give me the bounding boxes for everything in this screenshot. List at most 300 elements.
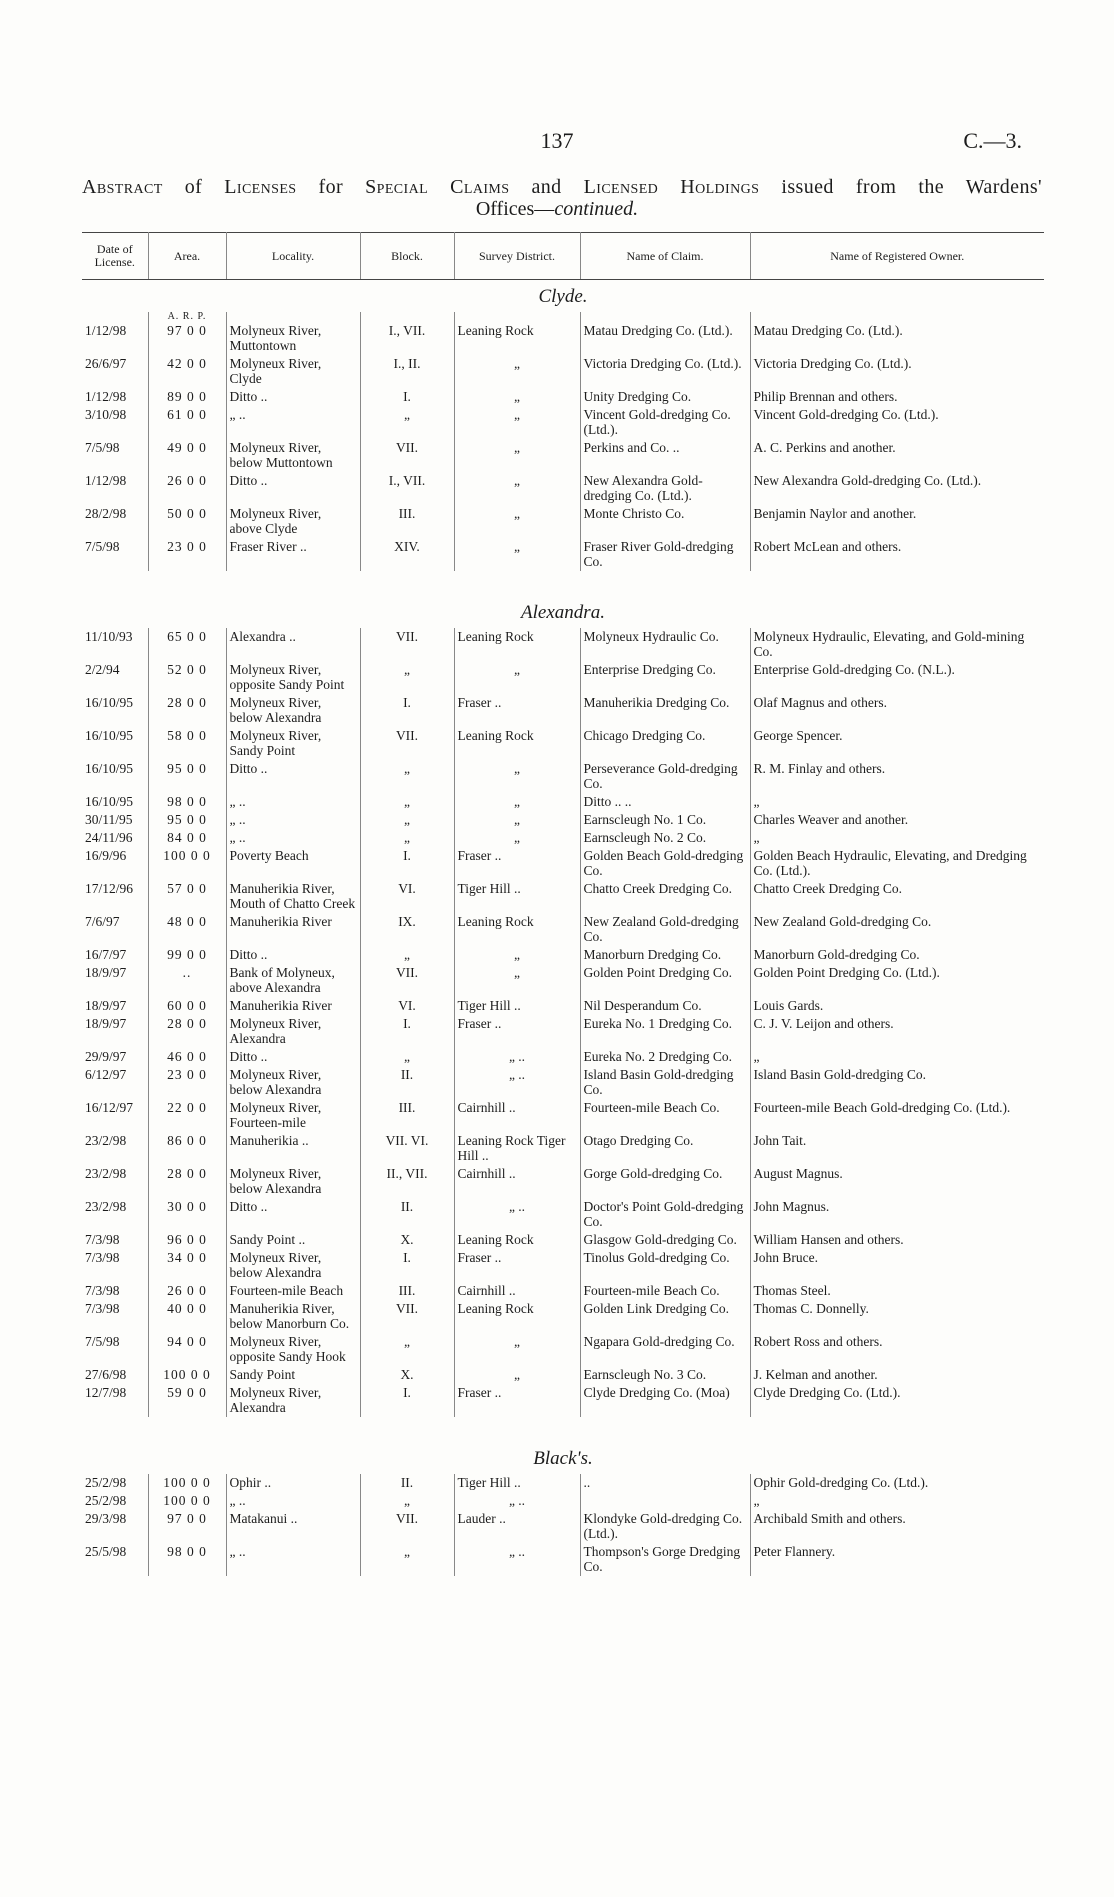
cell-date: 28/2/98 bbox=[82, 505, 148, 538]
cell-claim: Otago Dredging Co. bbox=[580, 1132, 750, 1165]
cell-owner: Thomas Steel. bbox=[753, 1283, 831, 1298]
cell-claim: Enterprise Dredging Co. bbox=[580, 661, 750, 694]
cell-area: 65 0 0 bbox=[148, 628, 226, 661]
cell-district: „ bbox=[454, 760, 580, 793]
cell-district: „ .. bbox=[454, 1492, 580, 1510]
cell-district: Tiger Hill .. bbox=[454, 997, 580, 1015]
cell-locality: Molyneux River, above Clyde bbox=[226, 505, 360, 538]
area-units: A. R. P. bbox=[148, 312, 226, 322]
table-row bbox=[82, 1015, 1044, 1048]
cell-claim: Matau Dredging Co. (Ltd.). bbox=[580, 322, 750, 355]
cell-block: IX. bbox=[360, 913, 454, 946]
cell-district: „ bbox=[454, 946, 580, 964]
cell-owner: „ bbox=[753, 830, 760, 845]
header-owner: Name of Registered Owner. bbox=[750, 233, 1044, 280]
cell-locality: Manuherikia River, below Manorburn Co. bbox=[226, 1300, 360, 1333]
cell-district: „ bbox=[454, 811, 580, 829]
cell-claim: Klondyke Gold-dredging Co. (Ltd.). bbox=[580, 1510, 750, 1543]
cell-locality: „ .. bbox=[226, 829, 360, 847]
cell-area: 86 0 0 bbox=[148, 1132, 226, 1165]
header-claim: Name of Claim. bbox=[580, 233, 750, 280]
title-word: issued bbox=[781, 176, 834, 198]
cell-owner: Robert McLean and others. bbox=[753, 539, 902, 554]
cell-owner: August Magnus. bbox=[753, 1166, 843, 1181]
cell-district: Fraser .. bbox=[454, 1015, 580, 1048]
table-row bbox=[82, 1132, 1044, 1165]
area-units-blank bbox=[82, 312, 148, 322]
cell-area: 46 0 0 bbox=[148, 1048, 226, 1066]
cell-date: 7/3/98 bbox=[82, 1231, 148, 1249]
cell-district: „ bbox=[454, 505, 580, 538]
cell-locality: „ .. bbox=[226, 406, 360, 439]
cell-block: II. bbox=[360, 1474, 454, 1492]
title-word: Abstract bbox=[82, 176, 163, 198]
cell-date: 6/12/97 bbox=[82, 1066, 148, 1099]
cell-claim: Eureka No. 2 Dredging Co. bbox=[580, 1048, 750, 1066]
table-row bbox=[82, 1300, 1044, 1333]
table-row bbox=[82, 1510, 1044, 1543]
abstract-title bbox=[82, 176, 1042, 198]
table-row bbox=[82, 847, 1044, 880]
cell-owner: John Tait. bbox=[753, 1133, 807, 1148]
spacer-cell bbox=[82, 571, 1044, 596]
cell-locality: Sandy Point bbox=[226, 1366, 360, 1384]
cell-claim: Unity Dredging Co. bbox=[580, 388, 750, 406]
cell-area: 23 0 0 bbox=[148, 538, 226, 571]
cell-owner: „ bbox=[753, 1049, 760, 1064]
title-word: Holdings bbox=[680, 176, 760, 198]
cell-owner: R. M. Finlay and others. bbox=[753, 761, 886, 776]
cell-owner: Chatto Creek Dredging Co. bbox=[753, 881, 902, 896]
cell-owner: Archibald Smith and others. bbox=[753, 1511, 906, 1526]
cell-owner: A. C. Perkins and another. bbox=[753, 440, 896, 455]
cell-date: 7/5/98 bbox=[82, 538, 148, 571]
cell-block: VII. bbox=[360, 1510, 454, 1543]
cell-owner: Vincent Gold-dredging Co. (Ltd.). bbox=[753, 407, 939, 422]
cell-locality: Molyneux River, below Alexandra bbox=[226, 694, 360, 727]
table-row bbox=[82, 439, 1044, 472]
header-area: Area. bbox=[148, 233, 226, 280]
cell-claim: Island Basin Gold-dredging Co. bbox=[580, 1066, 750, 1099]
cell-date: 23/2/98 bbox=[82, 1132, 148, 1165]
cell-claim: Manuherikia Dredging Co. bbox=[580, 694, 750, 727]
cell-district: „ bbox=[454, 355, 580, 388]
section-heading-row bbox=[82, 280, 1044, 313]
cell-claim: Perkins and Co. .. bbox=[580, 439, 750, 472]
cell-area: 22 0 0 bbox=[148, 1099, 226, 1132]
cell-locality: Molyneux River, Alexandra bbox=[226, 1015, 360, 1048]
cell-date: 16/9/96 bbox=[82, 847, 148, 880]
cell-date: 7/5/98 bbox=[82, 1333, 148, 1366]
subtitle-continued: continued. bbox=[554, 198, 639, 220]
cell-locality: Molyneux River, below Alexandra bbox=[226, 1249, 360, 1282]
header-block: Block. bbox=[360, 233, 454, 280]
cell-block: „ bbox=[360, 1048, 454, 1066]
cell-owner: Enterprise Gold-dredging Co. (N.L.). bbox=[753, 662, 955, 677]
cell-date: 1/12/98 bbox=[82, 322, 148, 355]
cell-owner: Matau Dredging Co. (Ltd.). bbox=[753, 323, 903, 338]
table-row bbox=[82, 1333, 1044, 1366]
section-heading: Clyde. bbox=[538, 286, 588, 307]
cell-owner: „ bbox=[753, 794, 760, 809]
area-units-blank bbox=[750, 312, 1044, 322]
cell-owner: George Spencer. bbox=[753, 728, 843, 743]
cell-locality: Alexandra .. bbox=[226, 628, 360, 661]
cell-area: 52 0 0 bbox=[148, 661, 226, 694]
cell-block: „ bbox=[360, 946, 454, 964]
cell-owner: Molyneux Hydraulic, Elevating, and Gold-mining Co. bbox=[753, 629, 1025, 659]
cell-area: 96 0 0 bbox=[148, 1231, 226, 1249]
table-row bbox=[82, 1066, 1044, 1099]
table-row bbox=[82, 1282, 1044, 1300]
table-row bbox=[82, 913, 1044, 946]
cell-area: 48 0 0 bbox=[148, 913, 226, 946]
table-row bbox=[82, 1249, 1044, 1282]
cell-owner: William Hansen and others. bbox=[753, 1232, 904, 1247]
page-number: 137 bbox=[540, 128, 574, 153]
cell-locality: Ditto .. bbox=[226, 1048, 360, 1066]
cell-area: 34 0 0 bbox=[148, 1249, 226, 1282]
subtitle-text: Offices— bbox=[475, 198, 555, 220]
cell-locality: Molyneux River, below Alexandra bbox=[226, 1066, 360, 1099]
cell-owner: Thomas C. Donnelly. bbox=[753, 1301, 869, 1316]
cell-date: 18/9/97 bbox=[82, 964, 148, 997]
cell-claim: Glasgow Gold-dredging Co. bbox=[580, 1231, 750, 1249]
title-word: of bbox=[184, 176, 203, 198]
cell-date: 29/3/98 bbox=[82, 1510, 148, 1543]
section-spacer bbox=[82, 1417, 1044, 1442]
cell-claim: New Alexandra Gold-dredging Co. (Ltd.). bbox=[580, 472, 750, 505]
cell-block: I., II. bbox=[360, 355, 454, 388]
cell-area: 40 0 0 bbox=[148, 1300, 226, 1333]
section-spacer bbox=[82, 571, 1044, 596]
cell-locality: „ .. bbox=[226, 793, 360, 811]
cell-date: 17/12/96 bbox=[82, 880, 148, 913]
cell-locality: Ditto .. bbox=[226, 760, 360, 793]
cell-district: „ .. bbox=[454, 1066, 580, 1099]
table-row bbox=[82, 811, 1044, 829]
table-row bbox=[82, 1048, 1044, 1066]
cell-block: „ bbox=[360, 811, 454, 829]
cell-claim: Fraser River Gold-dredging Co. bbox=[580, 538, 750, 571]
table-row bbox=[82, 628, 1044, 661]
cell-owner: Louis Gards. bbox=[753, 998, 824, 1013]
cell-area: .. bbox=[148, 964, 226, 997]
cell-district: Leaning Rock bbox=[454, 727, 580, 760]
cell-area: 100 0 0 bbox=[148, 1492, 226, 1510]
cell-owner: Golden Point Dredging Co. (Ltd.). bbox=[753, 965, 940, 980]
cell-date: 25/5/98 bbox=[82, 1543, 148, 1576]
cell-claim: New Zealand Gold-dredging Co. bbox=[580, 913, 750, 946]
table-row bbox=[82, 760, 1044, 793]
cell-locality: Poverty Beach bbox=[226, 847, 360, 880]
cell-district: „ bbox=[454, 661, 580, 694]
cell-block: VI. bbox=[360, 997, 454, 1015]
cell-date: 18/9/97 bbox=[82, 997, 148, 1015]
cell-locality: „ .. bbox=[226, 811, 360, 829]
title-word: and bbox=[531, 176, 562, 198]
cell-block: VII. bbox=[360, 727, 454, 760]
cell-area: 100 0 0 bbox=[148, 1474, 226, 1492]
cell-area: 49 0 0 bbox=[148, 439, 226, 472]
cell-block: XIV. bbox=[360, 538, 454, 571]
cell-block: I. bbox=[360, 1249, 454, 1282]
cell-block: „ bbox=[360, 829, 454, 847]
cell-claim: Victoria Dredging Co. (Ltd.). bbox=[580, 355, 750, 388]
cell-claim: Clyde Dredging Co. (Moa) bbox=[580, 1384, 750, 1417]
cell-block: „ bbox=[360, 661, 454, 694]
area-units-blank bbox=[226, 312, 360, 322]
cell-claim: Molyneux Hydraulic Co. bbox=[580, 628, 750, 661]
cell-owner: Peter Flannery. bbox=[753, 1544, 836, 1559]
cell-area: 98 0 0 bbox=[148, 793, 226, 811]
cell-locality: Molyneux River, Sandy Point bbox=[226, 727, 360, 760]
cell-block: I. bbox=[360, 388, 454, 406]
title-word: for bbox=[318, 176, 344, 198]
cell-district: Leaning Rock bbox=[454, 628, 580, 661]
cell-locality: Manuherikia River bbox=[226, 913, 360, 946]
cell-block: VII. bbox=[360, 1300, 454, 1333]
cell-owner: Victoria Dredging Co. (Ltd.). bbox=[753, 356, 912, 371]
table-row bbox=[82, 1384, 1044, 1417]
cell-block: VII. bbox=[360, 628, 454, 661]
cell-locality: Molyneux River, Clyde bbox=[226, 355, 360, 388]
cell-claim: Doctor's Point Gold-dredging Co. bbox=[580, 1198, 750, 1231]
cell-date: 26/6/97 bbox=[82, 355, 148, 388]
cell-area: 95 0 0 bbox=[148, 811, 226, 829]
table-row bbox=[82, 388, 1044, 406]
cell-locality: Molyneux River, below Alexandra bbox=[226, 1165, 360, 1198]
cell-area: 94 0 0 bbox=[148, 1333, 226, 1366]
title-word: the bbox=[918, 176, 945, 198]
cell-claim: Golden Link Dredging Co. bbox=[580, 1300, 750, 1333]
cell-block: VII. VI. bbox=[360, 1132, 454, 1165]
table-row bbox=[82, 472, 1044, 505]
table-row bbox=[82, 1099, 1044, 1132]
cell-claim bbox=[580, 1492, 750, 1510]
cell-block: I. bbox=[360, 1015, 454, 1048]
title-word: Special bbox=[365, 176, 429, 198]
cell-owner: John Bruce. bbox=[753, 1250, 818, 1265]
cell-block: VI. bbox=[360, 880, 454, 913]
cell-owner: New Zealand Gold-dredging Co. bbox=[753, 914, 932, 929]
cell-date: 30/11/95 bbox=[82, 811, 148, 829]
table-row bbox=[82, 1198, 1044, 1231]
cell-area: 26 0 0 bbox=[148, 1282, 226, 1300]
area-units-blank bbox=[360, 312, 454, 322]
cell-block: „ bbox=[360, 793, 454, 811]
cell-area: 42 0 0 bbox=[148, 355, 226, 388]
cell-block: I., VII. bbox=[360, 472, 454, 505]
cell-district: „ bbox=[454, 538, 580, 571]
spacer-cell bbox=[82, 1417, 1044, 1442]
cell-date: 1/12/98 bbox=[82, 472, 148, 505]
cell-claim: Thompson's Gorge Dredging Co. bbox=[580, 1543, 750, 1576]
cell-owner: J. Kelman and another. bbox=[753, 1367, 878, 1382]
cell-claim: Earnscleugh No. 3 Co. bbox=[580, 1366, 750, 1384]
cell-locality: Molyneux River, Alexandra bbox=[226, 1384, 360, 1417]
cell-district: Leaning Rock Tiger Hill .. bbox=[454, 1132, 580, 1165]
licenses-table bbox=[82, 232, 1044, 1576]
cell-area: 50 0 0 bbox=[148, 505, 226, 538]
cell-date: 24/11/96 bbox=[82, 829, 148, 847]
cell-district: „ bbox=[454, 406, 580, 439]
title-word: Licenses bbox=[224, 176, 297, 198]
cell-date: 7/5/98 bbox=[82, 439, 148, 472]
table-row bbox=[82, 355, 1044, 388]
cell-block: III. bbox=[360, 1099, 454, 1132]
cell-date: 16/7/97 bbox=[82, 946, 148, 964]
area-units-blank bbox=[454, 312, 580, 322]
header-locality: Locality. bbox=[226, 233, 360, 280]
page-reference: C.—3. bbox=[963, 128, 1022, 153]
cell-claim: Tinolus Gold-dredging Co. bbox=[580, 1249, 750, 1282]
cell-owner: Island Basin Gold-dredging Co. bbox=[753, 1067, 926, 1082]
cell-claim: Golden Beach Gold-dredging Co. bbox=[580, 847, 750, 880]
cell-district: „ .. bbox=[454, 1543, 580, 1576]
cell-district: „ bbox=[454, 388, 580, 406]
cell-claim: Ditto .. .. bbox=[580, 793, 750, 811]
cell-district: „ bbox=[454, 439, 580, 472]
cell-district: „ bbox=[454, 1366, 580, 1384]
cell-block: X. bbox=[360, 1366, 454, 1384]
cell-block: „ bbox=[360, 406, 454, 439]
cell-district: Cairnhill .. bbox=[454, 1165, 580, 1198]
cell-date: 11/10/93 bbox=[82, 628, 148, 661]
cell-locality: Ditto .. bbox=[226, 472, 360, 505]
section-heading-row bbox=[82, 596, 1044, 628]
cell-locality: Ditto .. bbox=[226, 388, 360, 406]
area-units-blank bbox=[580, 312, 750, 322]
cell-claim: Gorge Gold-dredging Co. bbox=[580, 1165, 750, 1198]
cell-block: II. bbox=[360, 1066, 454, 1099]
cell-owner: Clyde Dredging Co. (Ltd.). bbox=[753, 1385, 901, 1400]
header-date: Date of License. bbox=[82, 233, 148, 280]
cell-area: 28 0 0 bbox=[148, 1015, 226, 1048]
cell-claim: Chatto Creek Dredging Co. bbox=[580, 880, 750, 913]
cell-locality: Molyneux River, Fourteen-mile bbox=[226, 1099, 360, 1132]
cell-area: 60 0 0 bbox=[148, 997, 226, 1015]
cell-district: „ bbox=[454, 1333, 580, 1366]
cell-claim: Ngapara Gold-dredging Co. bbox=[580, 1333, 750, 1366]
cell-locality: Ditto .. bbox=[226, 946, 360, 964]
cell-area: 30 0 0 bbox=[148, 1198, 226, 1231]
cell-locality: Ophir .. bbox=[226, 1474, 360, 1492]
cell-area: 89 0 0 bbox=[148, 388, 226, 406]
cell-date: 27/6/98 bbox=[82, 1366, 148, 1384]
table-row bbox=[82, 946, 1044, 964]
cell-district: Leaning Rock bbox=[454, 1231, 580, 1249]
cell-district: Cairnhill .. bbox=[454, 1282, 580, 1300]
table-row bbox=[82, 727, 1044, 760]
cell-block: I., VII. bbox=[360, 322, 454, 355]
table-row bbox=[82, 1474, 1044, 1492]
cell-district: Fraser .. bbox=[454, 847, 580, 880]
cell-area: 84 0 0 bbox=[148, 829, 226, 847]
table-row bbox=[82, 694, 1044, 727]
cell-locality: Molyneux River, Muttontown bbox=[226, 322, 360, 355]
cell-block: I. bbox=[360, 847, 454, 880]
title-word: Licensed bbox=[583, 176, 659, 198]
cell-date: 7/3/98 bbox=[82, 1282, 148, 1300]
cell-date: 2/2/94 bbox=[82, 661, 148, 694]
cell-owner: „ bbox=[753, 1493, 760, 1508]
cell-date: 7/6/97 bbox=[82, 913, 148, 946]
cell-area: 100 0 0 bbox=[148, 847, 226, 880]
cell-district: Fraser .. bbox=[454, 694, 580, 727]
cell-block: X. bbox=[360, 1231, 454, 1249]
cell-locality: Manuherikia River, Mouth of Chatto Creek bbox=[226, 880, 360, 913]
cell-date: 7/3/98 bbox=[82, 1300, 148, 1333]
cell-date: 16/10/95 bbox=[82, 760, 148, 793]
cell-area: 28 0 0 bbox=[148, 1165, 226, 1198]
cell-locality: Matakanui .. bbox=[226, 1510, 360, 1543]
cell-owner: Manorburn Gold-dredging Co. bbox=[753, 947, 920, 962]
cell-owner: Ophir Gold-dredging Co. (Ltd.). bbox=[753, 1475, 929, 1490]
header-row bbox=[82, 233, 1044, 280]
cell-claim: Monte Christo Co. bbox=[580, 505, 750, 538]
cell-locality: Sandy Point .. bbox=[226, 1231, 360, 1249]
cell-district: „ bbox=[454, 964, 580, 997]
cell-owner: Fourteen-mile Beach Gold-dredging Co. (Ltd.). bbox=[753, 1100, 1011, 1115]
cell-district: „ bbox=[454, 829, 580, 847]
cell-date: 16/10/95 bbox=[82, 694, 148, 727]
abstract-subtitle bbox=[0, 198, 1114, 221]
cell-owner: John Magnus. bbox=[753, 1199, 830, 1214]
cell-locality: Molyneux River, opposite Sandy Point bbox=[226, 661, 360, 694]
cell-district: Leaning Rock bbox=[454, 1300, 580, 1333]
cell-area: 97 0 0 bbox=[148, 1510, 226, 1543]
cell-date: 12/7/98 bbox=[82, 1384, 148, 1417]
cell-area: 99 0 0 bbox=[148, 946, 226, 964]
cell-district: „ .. bbox=[454, 1198, 580, 1231]
table-row bbox=[82, 1366, 1044, 1384]
cell-claim: Chicago Dredging Co. bbox=[580, 727, 750, 760]
cell-block: „ bbox=[360, 1333, 454, 1366]
cell-owner: Golden Beach Hydraulic, Elevating, and Dredging Co. (Ltd.). bbox=[753, 848, 1027, 878]
table-row bbox=[82, 406, 1044, 439]
cell-date: 18/9/97 bbox=[82, 1015, 148, 1048]
cell-locality: „ .. bbox=[226, 1492, 360, 1510]
cell-block: „ bbox=[360, 1543, 454, 1576]
cell-locality: Fraser River .. bbox=[226, 538, 360, 571]
cell-date: 23/2/98 bbox=[82, 1165, 148, 1198]
cell-owner: Olaf Magnus and others. bbox=[753, 695, 887, 710]
cell-area: 28 0 0 bbox=[148, 694, 226, 727]
cell-claim: Earnscleugh No. 2 Co. bbox=[580, 829, 750, 847]
table-row bbox=[82, 1492, 1044, 1510]
cell-claim: Vincent Gold-dredging Co. (Ltd.). bbox=[580, 406, 750, 439]
title-word: Wardens' bbox=[965, 176, 1043, 198]
table-row bbox=[82, 1165, 1044, 1198]
table-row bbox=[82, 538, 1044, 571]
table-row bbox=[82, 322, 1044, 355]
cell-date: 29/9/97 bbox=[82, 1048, 148, 1066]
table-row bbox=[82, 1543, 1044, 1576]
cell-locality: Manuherikia River bbox=[226, 997, 360, 1015]
cell-district: „ bbox=[454, 793, 580, 811]
cell-area: 26 0 0 bbox=[148, 472, 226, 505]
cell-district: Leaning Rock bbox=[454, 322, 580, 355]
cell-area: 100 0 0 bbox=[148, 1366, 226, 1384]
cell-date: 1/12/98 bbox=[82, 388, 148, 406]
cell-owner: Benjamin Naylor and another. bbox=[753, 506, 917, 521]
cell-area: 98 0 0 bbox=[148, 1543, 226, 1576]
cell-district: Fraser .. bbox=[454, 1384, 580, 1417]
cell-date: 7/3/98 bbox=[82, 1249, 148, 1282]
cell-date: 3/10/98 bbox=[82, 406, 148, 439]
title-word: Claims bbox=[450, 176, 510, 198]
